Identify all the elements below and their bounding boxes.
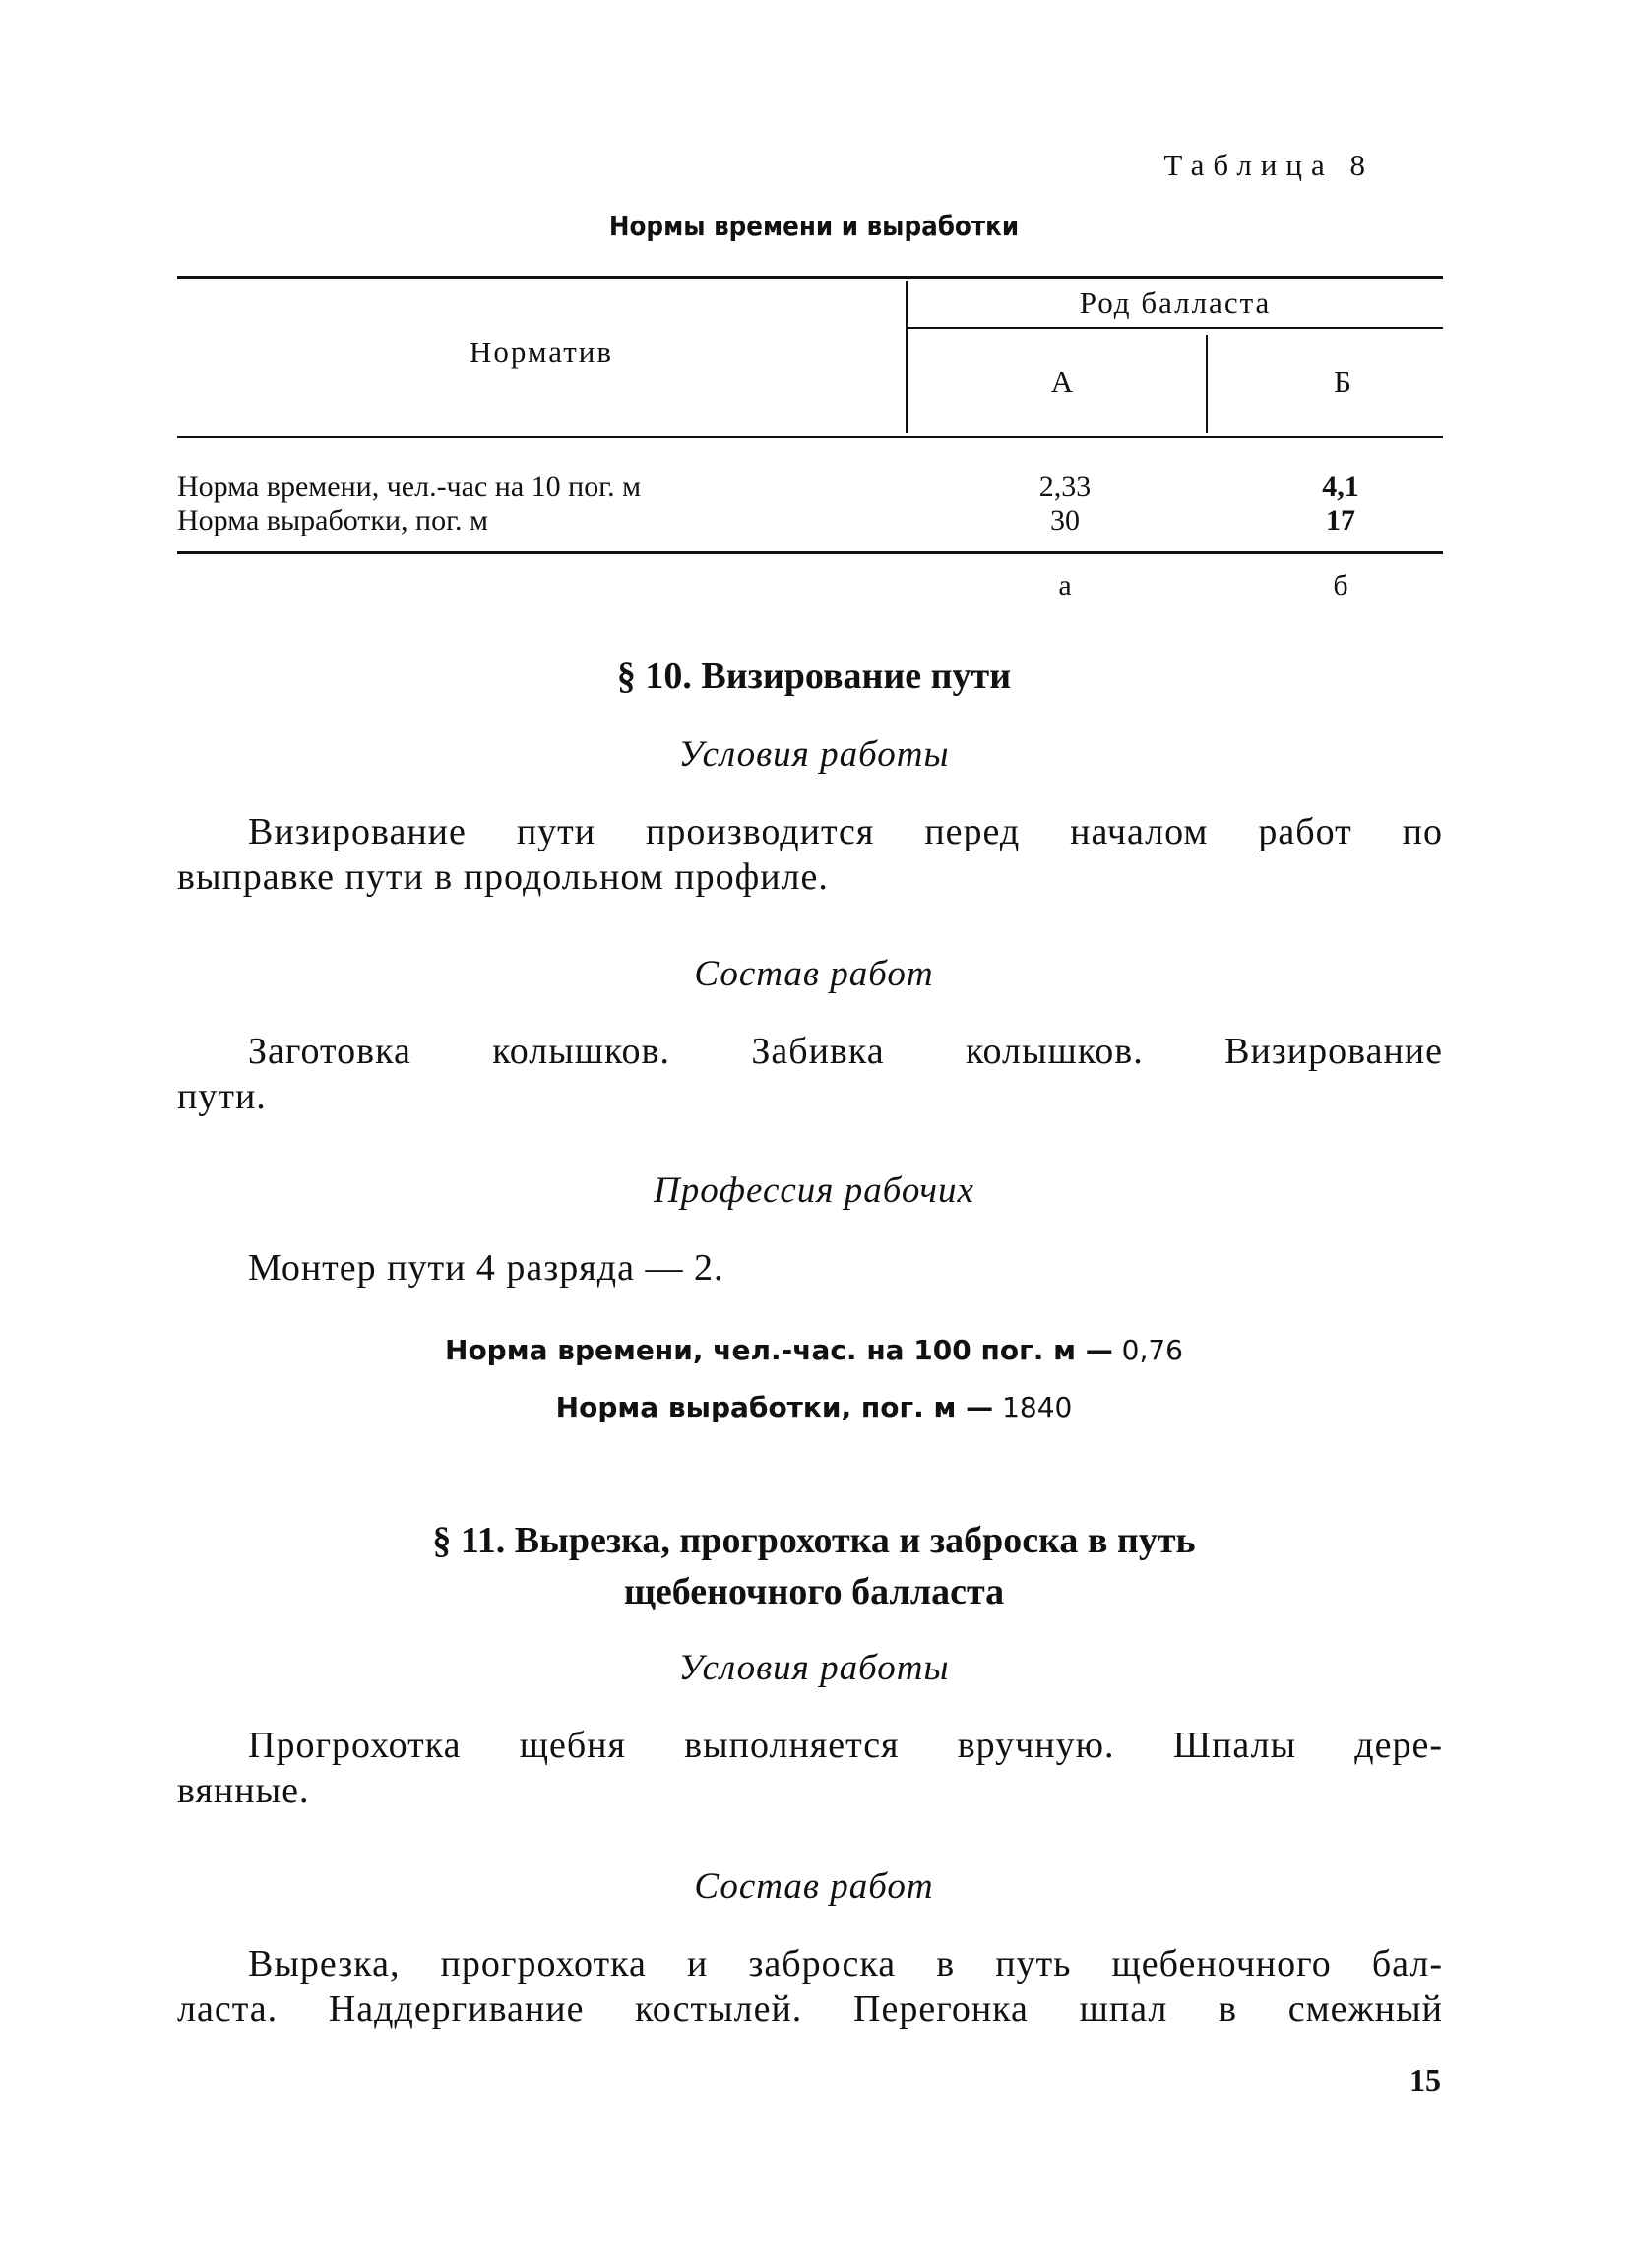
header-ballast-type: Род балласта — [1079, 285, 1272, 320]
table-bottom-rule — [177, 551, 1443, 554]
table-header-rule — [177, 436, 1443, 438]
row-norm-output-a: 30 — [1050, 504, 1080, 536]
row-norm-time-label: Норма времени, чел.-час на 10 пог. м — [177, 471, 642, 503]
header-col-b: Б — [1334, 364, 1353, 399]
section-10-composition-text — [177, 1029, 1443, 1119]
table-group-rule — [908, 327, 1443, 329]
section-11-conditions-title: Условия работы — [678, 1648, 950, 1688]
text-line: пути. — [177, 1076, 267, 1117]
section-11-heading-line2: щебеночного балласта — [623, 1571, 1005, 1612]
text-line: Прогрохотка щебня выполняется вручную. Шпалы дере- — [248, 1725, 1443, 1766]
row-norm-time-a: 2,33 — [1038, 471, 1092, 503]
norm-time-label: Норма времени, чел.-час. на 100 пог. м — — [445, 1334, 1113, 1366]
section-10-profession-title: Профессия рабочих — [654, 1170, 974, 1211]
footer-b: б — [1333, 569, 1348, 601]
section-10-conditions-title: Условия работы — [678, 734, 950, 775]
section-11-conditions-text — [177, 1723, 1443, 1813]
row-norm-output-b: 17 — [1326, 504, 1355, 536]
section-11-composition-text — [177, 1941, 1443, 2032]
text-line: Визирование пути производится перед началом работ по — [248, 811, 1443, 852]
section-11-composition-title: Состав работ — [694, 1866, 934, 1907]
text-line: Монтер пути 4 разряда — 2. — [248, 1247, 724, 1289]
table-label: Таблица 8 — [1163, 148, 1374, 182]
section-10-profession-text — [177, 1245, 1443, 1291]
header-normative: Норматив — [469, 335, 614, 369]
text-line: Вырезка, прогрохотка и заброска в путь щебеночного бал- — [248, 1943, 1443, 1984]
table-title: Нормы времени и выработки — [608, 210, 1020, 242]
header-col-a: А — [1050, 364, 1076, 399]
text-line: Заготовка колышков. Забивка колышков. Визирование — [248, 1031, 1443, 1072]
section-10-norm-time — [0, 1334, 1628, 1366]
section-10-composition-title: Состав работ — [694, 954, 934, 994]
section-10-heading: § 10. Визирование пути — [616, 656, 1012, 697]
footer-a: а — [1058, 569, 1072, 601]
row-norm-output-label: Норма выработки, пог. м — [177, 504, 489, 536]
table-top-rule — [177, 276, 1443, 279]
text-line: ласта. Наддергивание костылей. Перегонка шпал в смежный — [177, 1988, 1443, 2030]
text-line: вянные. — [177, 1770, 310, 1811]
row-norm-time-b: 4,1 — [1322, 471, 1359, 503]
table-col-divider — [1206, 335, 1208, 433]
text-line: выправке пути в продольном профиле. — [177, 856, 829, 898]
section-10-norm-output — [0, 1391, 1628, 1423]
norm-output-value: 1840 — [1002, 1391, 1073, 1423]
section-10-conditions-text — [177, 809, 1443, 900]
norm-time-value: 0,76 — [1121, 1334, 1183, 1366]
page-number: 15 — [1409, 2062, 1441, 2098]
section-11-heading-line1: § 11. Вырезка, прогрохотка и заброска в путь — [432, 1520, 1196, 1561]
norm-output-label: Норма выработки, пог. м — — [555, 1391, 994, 1423]
